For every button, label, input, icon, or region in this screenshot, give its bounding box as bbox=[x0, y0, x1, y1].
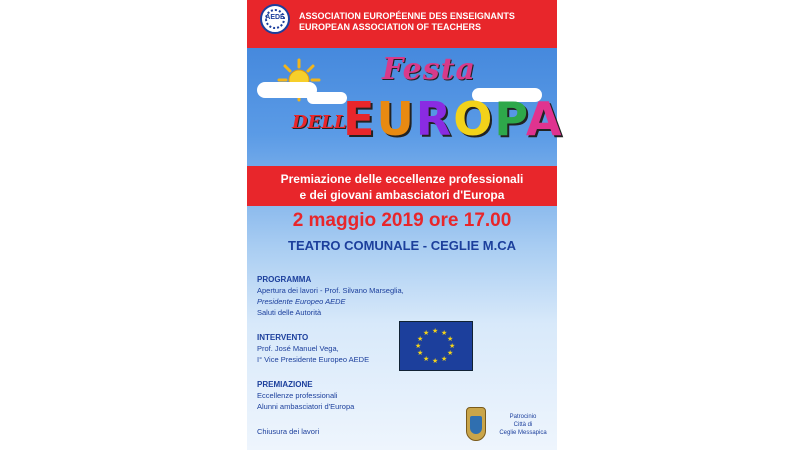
star-icon: ★ bbox=[441, 356, 448, 363]
closing-text: Chiusura dei lavori bbox=[257, 427, 320, 436]
star-icon: ★ bbox=[441, 330, 448, 337]
premiazione-heading: PREMIAZIONE bbox=[257, 380, 313, 389]
association-name-fr: ASSOCIATION EUROPÉENNE DES ENSEIGNANTS bbox=[299, 11, 515, 21]
patrocinio-line: Ceglie Messapica bbox=[499, 430, 547, 436]
europa-letter: A bbox=[525, 92, 564, 146]
star-icon: ★ bbox=[449, 343, 456, 350]
patrocinio-line: Città di bbox=[513, 422, 533, 428]
europa-letter: O bbox=[453, 92, 495, 146]
title-festa: Festa bbox=[382, 52, 476, 87]
programma-line: Presidente Europeo AEDE bbox=[257, 297, 346, 306]
aede-logo bbox=[260, 4, 290, 34]
intervento-line: I° Vice Presidente Europeo AEDE bbox=[257, 355, 370, 364]
logo-text: AEDE bbox=[265, 14, 285, 21]
event-venue: TEATRO COMUNALE - CEGLIE M.CA bbox=[288, 238, 516, 253]
event-poster bbox=[247, 0, 564, 450]
star-icon: ★ bbox=[447, 350, 454, 357]
city-crest-icon bbox=[466, 407, 486, 441]
title-dell: DELL' bbox=[292, 112, 353, 133]
europa-letter: U bbox=[376, 92, 416, 146]
programma-heading: PROGRAMMA bbox=[257, 275, 312, 284]
subtitle-line-2: e dei giovani ambasciatori d'Europa bbox=[299, 188, 505, 202]
star-icon: ★ bbox=[432, 358, 439, 365]
programma-line: Saluti delle Autorità bbox=[257, 308, 322, 317]
europa-letter: P bbox=[494, 92, 526, 146]
crest-shield bbox=[470, 416, 482, 434]
star-icon: ★ bbox=[415, 343, 422, 350]
cloud-icon bbox=[307, 92, 347, 104]
premiazione-line: Alunni ambasciatori d'Europa bbox=[257, 402, 355, 411]
programma-line: Apertura dei lavori - Prof. Silvano Marseglia, bbox=[257, 286, 404, 295]
event-date: 2 maggio 2019 ore 17.00 bbox=[292, 210, 512, 231]
subtitle-line-1: Premiazione delle eccellenze professionali bbox=[280, 172, 524, 186]
intervento-heading: INTERVENTO bbox=[257, 333, 309, 342]
association-name-en: EUROPEAN ASSOCIATION OF TEACHERS bbox=[299, 22, 482, 32]
header-bar bbox=[247, 0, 557, 48]
europa-letter: R bbox=[415, 92, 454, 146]
star-icon: ★ bbox=[432, 328, 439, 335]
star-icon: ★ bbox=[447, 336, 454, 343]
premiazione-line: Eccellenze professionali bbox=[257, 391, 338, 400]
star-icon: ★ bbox=[423, 330, 430, 337]
title-europa bbox=[343, 92, 563, 146]
star-icon: ★ bbox=[417, 350, 424, 357]
eu-flag-icon bbox=[399, 321, 473, 371]
intervento-line: Prof. José Manuel Vega, bbox=[257, 344, 339, 353]
patrocinio-line: Patrocinio bbox=[509, 414, 537, 420]
star-icon: ★ bbox=[417, 336, 424, 343]
europa-letter: E bbox=[343, 92, 377, 146]
star-icon: ★ bbox=[423, 356, 430, 363]
